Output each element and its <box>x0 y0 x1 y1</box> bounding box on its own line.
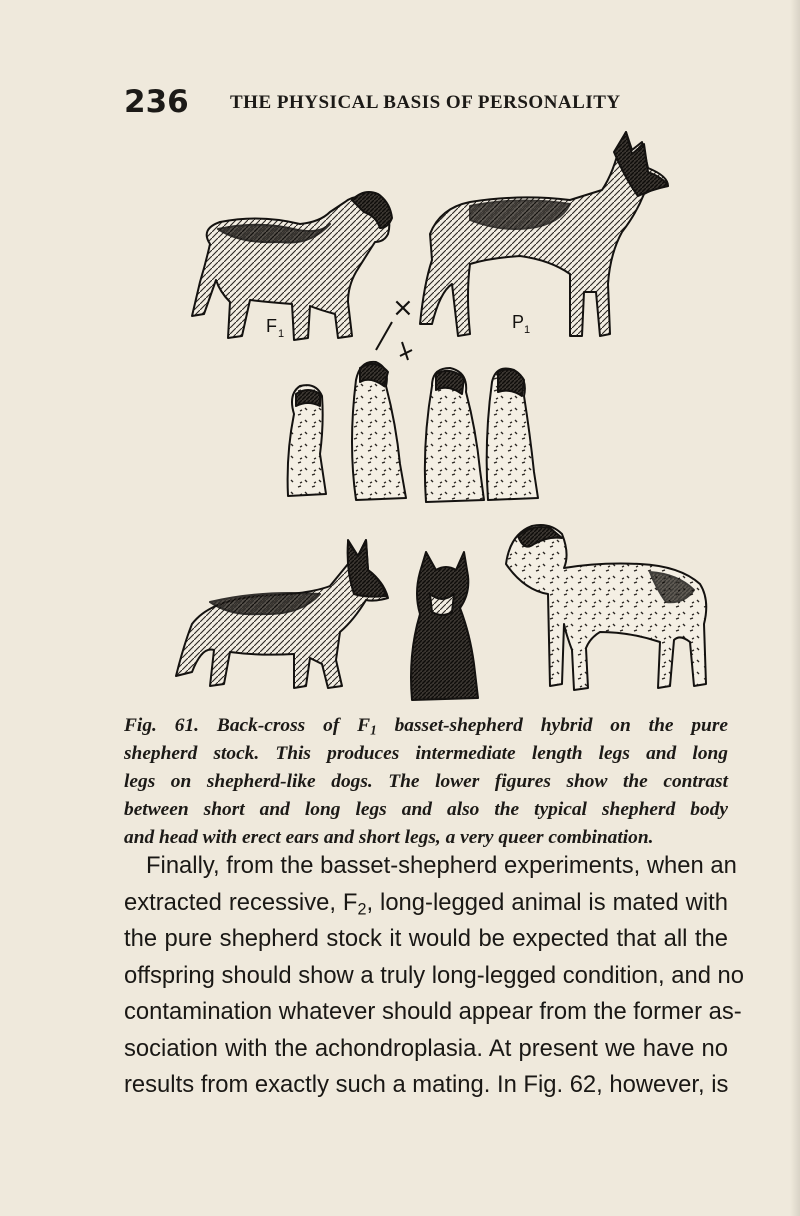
body-paragraph <box>124 848 745 1104</box>
sitting-erect-ear-dog <box>411 552 478 700</box>
cross-arrows <box>376 322 412 360</box>
svg-text:1: 1 <box>524 324 531 336</box>
caption-line-1: Fig. 61. Back-cross of $F_1$ basset-shepherd hybrid on the pure <box>124 715 728 738</box>
figure-61-illustration <box>170 124 730 708</box>
body-line-2: extracted recessive, $F_2$, long-legged animal is mated with <box>124 888 728 919</box>
running-head: THE PHYSICAL BASIS OF PERSONALITY <box>230 92 621 113</box>
caption-line-4: between short and long legs and also the typical shepherd body <box>124 799 728 820</box>
body-line-5: contamination whatever should appear from the former as- <box>124 998 742 1025</box>
short-legged-shepherd-dog <box>176 540 388 688</box>
body-line-3: the pure shepherd stock it would be expected that all the <box>124 925 728 952</box>
f1-hybrid-dog <box>192 192 392 340</box>
p1-shepherd-dog <box>420 132 668 336</box>
cross-symbol: × <box>392 293 414 323</box>
svg-text:1: 1 <box>278 328 285 340</box>
figure-caption <box>124 712 728 852</box>
body-line-1: Finally, from the basset-shepherd experiments, when an <box>146 852 737 879</box>
long-legged-spotted-dog <box>506 525 706 690</box>
caption-line-2: shepherd stock. This produces intermediate length legs and long <box>124 743 728 764</box>
page-number: 236 <box>124 84 189 120</box>
p1-label <box>512 312 530 336</box>
offspring-group <box>288 362 538 502</box>
svg-text:P: P <box>512 312 525 332</box>
body-line-4: offspring should show a truly long-legged condition, and no <box>124 961 745 989</box>
f1-label <box>266 316 284 340</box>
page-header <box>124 84 744 124</box>
caption-line-5: and head with erect ears and short legs, a very queer combination. <box>124 827 654 848</box>
body-line-6: sociation with the achondroplasia. At present we have no <box>124 1034 728 1062</box>
svg-text:F: F <box>266 316 277 336</box>
page-edge <box>790 0 800 1216</box>
caption-line-3: legs on shepherd-like dogs. The lower figures show the contrast <box>124 771 728 792</box>
body-line-7: results from exactly such a mating. In Fig. 62, however, is <box>124 1071 729 1098</box>
